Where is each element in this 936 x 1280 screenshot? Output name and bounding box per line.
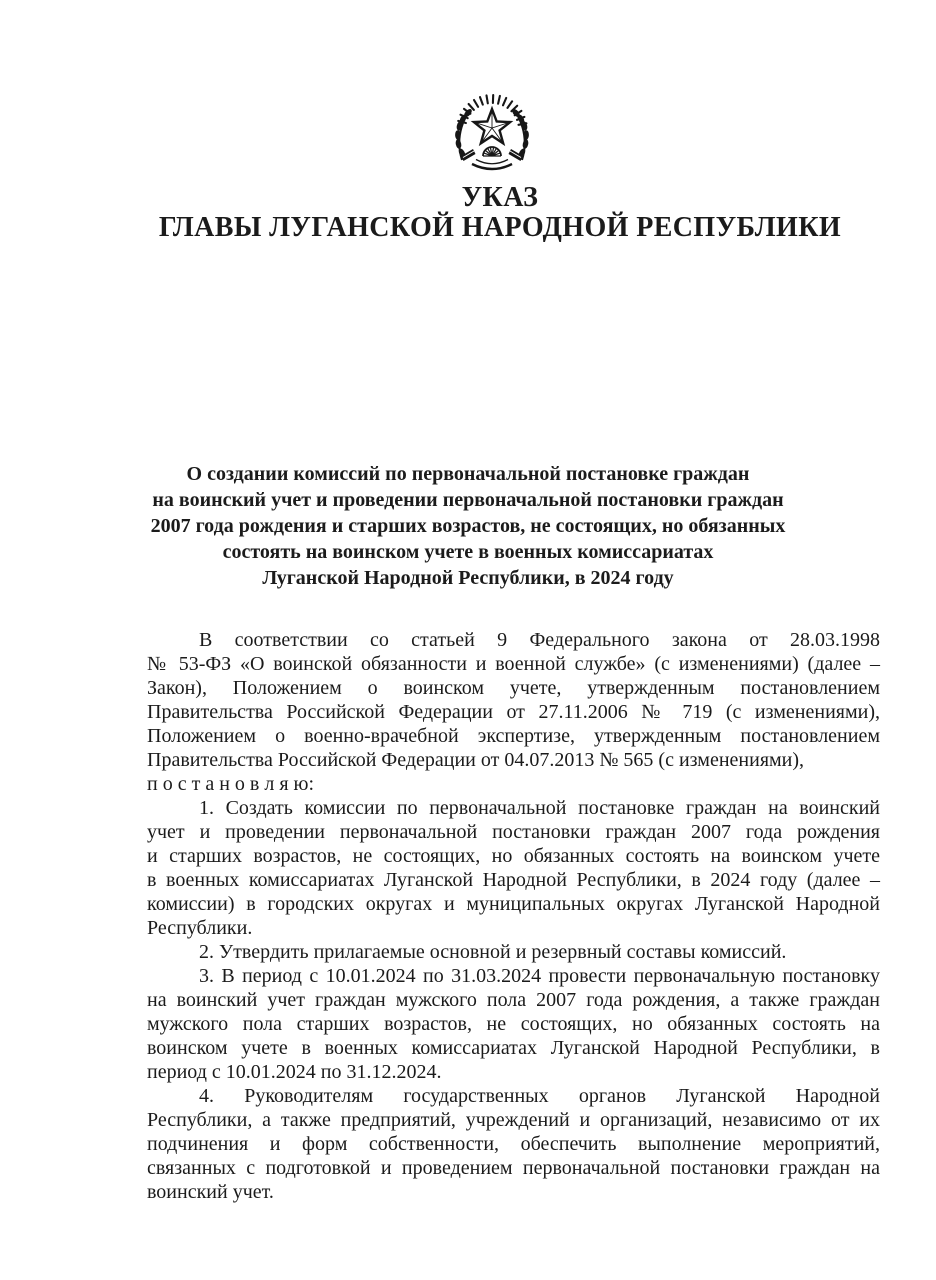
subject-line: О создании комиссий по первоначальной постановке граждан — [186, 463, 750, 485]
decree-item-line: 2. Утвердить прилагаемые основной и резервный составы комиссий. — [199, 941, 787, 963]
preamble-paragraph — [147, 628, 880, 772]
decree-item-line: период с 10.01.2024 по 31.12.2024. — [147, 1061, 442, 1083]
decree-item-line: воинский учет. — [147, 1181, 274, 1203]
decree-item-line: 3. В период с 10.01.2024 по 31.03.2024 провести первоначальную постановку — [199, 965, 880, 987]
preamble-line: № 53-ФЗ «О воинской обязанности и военной службе» (с изменениями) (далее – — [147, 653, 880, 675]
decree-body — [147, 628, 880, 1204]
decree-item-line: и старших возрастов, не состоящих, но обязанных состоять на воинском учете — [147, 845, 880, 867]
preamble-line: Правительства Российской Федерации от 04.07.2013 № 565 (с изменениями), — [147, 749, 805, 771]
resolve-word: п о с т а н о в л я ю: — [147, 773, 315, 795]
decree-authority-title: ГЛАВЫ ЛУГАНСКОЙ НАРОДНОЙ РЕСПУБЛИКИ — [158, 212, 842, 243]
decree-item-3 — [147, 964, 880, 1084]
decree-item-2 — [147, 940, 880, 964]
subject-line: состоять на воинском учете в военных комиссариатах — [222, 541, 714, 563]
subject-line: Луганской Народной Республики, в 2024 году — [262, 567, 674, 589]
decree-item-line: воинском учете в военных комиссариатах Луганской Народной Республики, в — [147, 1037, 880, 1059]
decree-item-line: в военных комиссариатах Луганской Народной Республики, в 2024 году (далее – — [147, 869, 880, 891]
decree-item-4 — [147, 1084, 880, 1204]
subject-line: на воинский учет и проведении первоначальной постановки граждан — [152, 489, 784, 511]
preamble-line: Закон), Положением о воинском учете, утвержденным постановлением — [147, 677, 880, 699]
decree-item-line: связанных с подготовкой и проведением первоначальной постановки граждан на — [147, 1157, 880, 1179]
decree-type-title: УКАЗ — [461, 182, 539, 213]
decree-item-line: учет и проведении первоначальной постановки граждан 2007 года рождения — [147, 821, 880, 843]
decree-header — [32, 183, 936, 243]
decree-subject — [94, 461, 842, 591]
decree-item-line: на воинский учет граждан мужского пола 2007 года рождения, а также граждан — [147, 989, 880, 1011]
decree-item-line: 4. Руководителям государственных органов Луганской Народной — [199, 1085, 880, 1107]
decree-item-1 — [147, 796, 880, 940]
decree-item-line: мужского пола старших возрастов, не состоящих, но обязанных состоять на — [147, 1013, 880, 1035]
decree-item-line: 1. Создать комиссии по первоначальной постановке граждан на воинский — [199, 797, 880, 819]
decree-item-line: комиссии) в городских округах и муниципальных округах Луганской Народной — [147, 893, 880, 915]
preamble-line: Положением о военно-врачебной экспертизе, утвержденным постановлением — [147, 725, 880, 747]
preamble-line: В соответствии со статьей 9 Федерального закона от 28.03.1998 — [199, 629, 880, 651]
preamble-line: Правительства Российской Федерации от 27.11.2006 № 719 (с изменениями), — [147, 701, 880, 723]
decree-item-line: Республики. — [147, 917, 253, 939]
subject-line: 2007 года рождения и старших возрастов, не состоящих, но обязанных — [150, 515, 786, 537]
decree-item-line: Республики, а также предприятий, учреждений и организаций, независимо от их — [147, 1109, 880, 1131]
lnr-coat-of-arms-icon — [446, 92, 538, 174]
decree-item-line: подчинения и форм собственности, обеспечить выполнение мероприятий, — [147, 1133, 880, 1155]
